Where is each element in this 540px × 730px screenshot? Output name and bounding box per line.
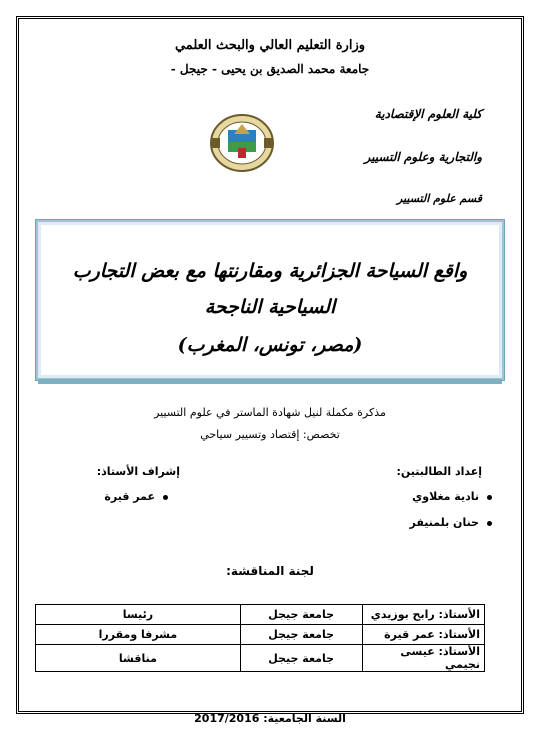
thesis-title-line-1: واقع السياحة الجزائرية ومقارنتها مع بعض التجارب (72, 260, 468, 282)
jury-member-university: جامعة جيجل (240, 605, 362, 625)
prepared-by-label: إعداد الطالبتين: (396, 465, 482, 478)
supervisor-item (104, 490, 168, 503)
academic-year: السنة الجامعية: 2017/2016 (194, 712, 346, 725)
memo-description: مذكرة مكملة لنيل شهادة الماستر في علوم التسيير (154, 406, 386, 419)
table-row (36, 625, 485, 645)
faculty-line-2: والتجارية وعلوم التسيير (364, 150, 482, 164)
jury-member-role: رئيسا (36, 605, 241, 625)
thesis-title-line-2: السياحية الناجحة (204, 296, 336, 318)
department-name: قسم علوم التسيير (397, 192, 482, 205)
student-item (412, 490, 492, 503)
student-name: حنان بلمنيفر (409, 516, 479, 529)
thesis-title-line-3: (مصر، تونس، المغرب) (177, 334, 363, 356)
jury-member-role: مناقشا (36, 645, 241, 672)
student-item (409, 516, 492, 529)
supervision-label: إشراف الأستاذ: (96, 465, 180, 478)
bullet-icon (487, 495, 492, 500)
title-box (36, 220, 504, 380)
faculty-line-1: كلية العلوم الإقتصادية (374, 107, 482, 121)
jury-member-university: جامعة جيجل (240, 645, 362, 672)
ministry-name: وزارة التعليم العالي والبحث العلمي (174, 38, 366, 53)
jury-member-role: مشرفا ومقررا (36, 625, 241, 645)
jury-member-name: الأستاذ: رابح بوزيدي (362, 605, 484, 625)
student-name: نادية مغلاوي (412, 490, 479, 503)
jury-member-name: الأستاذ: عمر قيرة (362, 625, 484, 645)
jury-title: لجنة المناقشة: (226, 564, 314, 578)
jury-member-name: الأستاذ: عيسى نجيمي (362, 645, 484, 672)
specialty: تخصص: إقتصاد وتسيير سياحي (200, 428, 340, 441)
jury-member-university: جامعة جيجل (240, 625, 362, 645)
bullet-icon (487, 521, 492, 526)
table-row (36, 645, 485, 672)
university-name: جامعة محمد الصديق بن يحيى - جيجل - (170, 62, 370, 76)
supervisor-name: عمر قيرة (104, 490, 155, 503)
jury-table (35, 604, 485, 672)
bullet-icon (163, 495, 168, 500)
university-logo-icon (208, 112, 276, 174)
table-row (36, 605, 485, 625)
